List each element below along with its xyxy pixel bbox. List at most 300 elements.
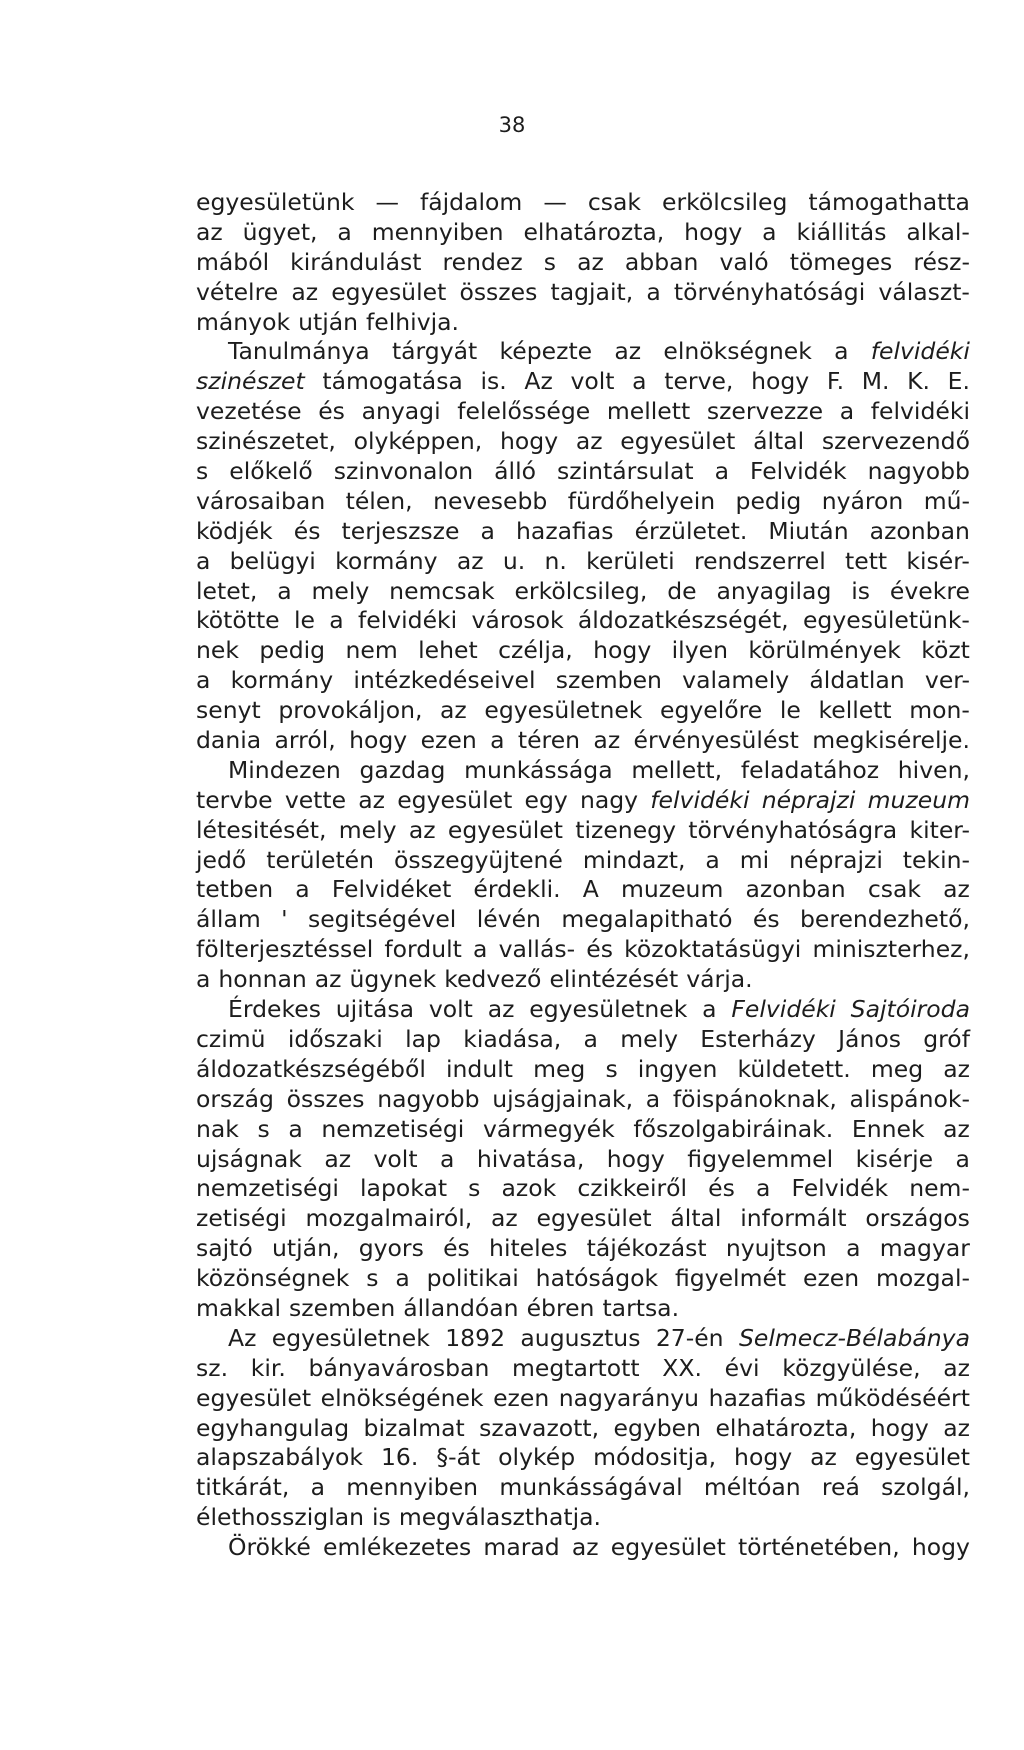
- word: a: [480, 516, 495, 545]
- word: s: [605, 1054, 618, 1083]
- word: olykép: [498, 1443, 576, 1472]
- word: Az: [228, 1323, 257, 1352]
- word: tetben: [196, 875, 274, 904]
- word: provokáljon,: [278, 696, 423, 725]
- word: közgyülése,: [782, 1353, 921, 1382]
- text-line: [196, 1264, 970, 1294]
- word: összegyüjtené: [393, 845, 563, 874]
- word: egy: [524, 785, 568, 814]
- word: törvényhatósági: [673, 277, 866, 306]
- word: vezetése: [196, 397, 302, 426]
- word: Ennek: [851, 1114, 925, 1143]
- word: a: [288, 1114, 303, 1143]
- word: mellett: [606, 397, 691, 426]
- word: s: [196, 457, 209, 486]
- word: miniszterhez,: [812, 935, 970, 964]
- word: az: [943, 1054, 970, 1083]
- word: hogy: [870, 1413, 929, 1442]
- word: kisér-: [906, 546, 970, 575]
- word: megalapitható: [561, 905, 733, 934]
- word: és: [318, 397, 345, 426]
- word: bányavárosban: [308, 1353, 490, 1382]
- word: összes: [286, 1084, 365, 1113]
- text-line: [196, 1174, 970, 1204]
- word: nyáron: [821, 486, 904, 515]
- word: nagyobb: [867, 457, 970, 486]
- word: elhatározta,: [523, 217, 665, 246]
- word: a: [583, 1024, 598, 1053]
- word: a: [955, 1144, 970, 1173]
- word: szinészet: [196, 367, 305, 396]
- word: arról,: [274, 726, 336, 755]
- word: fordult: [384, 935, 462, 964]
- word: informált: [740, 1204, 847, 1233]
- word: téren: [517, 726, 581, 755]
- word: áldatlan: [809, 666, 905, 695]
- word: titkárát,: [196, 1473, 290, 1502]
- word: évekre: [889, 576, 970, 605]
- word: közt: [921, 636, 970, 665]
- page-number: 38: [498, 113, 526, 137]
- word: figyelemmel: [687, 1144, 834, 1173]
- word: által: [753, 427, 805, 456]
- word: czélja,: [498, 636, 573, 665]
- word: hatóságok: [535, 1264, 659, 1293]
- word: reá: [821, 1473, 860, 1502]
- word: az: [196, 217, 223, 246]
- word: s: [468, 1174, 481, 1203]
- word: anyagilag: [716, 576, 832, 605]
- word: felvidéki: [870, 337, 970, 366]
- word: elnökségének: [320, 1383, 484, 1412]
- word: ver-: [924, 666, 970, 695]
- word: kedvező: [444, 965, 542, 994]
- word: kisérje: [855, 1144, 934, 1173]
- word: állam: [196, 905, 261, 934]
- text-line: [196, 1443, 970, 1473]
- word: törvényhatóságra: [688, 815, 898, 844]
- word: időszaki: [287, 1024, 383, 1053]
- word: emlékezetes: [323, 1533, 472, 1562]
- word: nemzetiségi: [321, 1114, 465, 1143]
- word: zetiségi: [196, 1204, 287, 1233]
- word: által: [670, 1204, 722, 1233]
- word: közoktatásügyi: [624, 935, 802, 964]
- word: szervezendő: [821, 427, 970, 456]
- word: M.: [861, 367, 890, 396]
- text-line: [196, 1025, 970, 1055]
- word: hogy: [684, 217, 743, 246]
- word: a: [705, 845, 720, 874]
- word: hazafias: [516, 516, 614, 545]
- word: a: [196, 965, 211, 994]
- word: erkölcsileg,: [514, 576, 648, 605]
- word: rendez: [442, 247, 523, 276]
- text-line: [196, 935, 970, 965]
- word: mű-: [923, 486, 970, 515]
- word: egyesületnek: [271, 1323, 430, 1352]
- word: támogatása: [322, 367, 463, 396]
- text-line: [196, 547, 970, 577]
- word: ködjék: [196, 516, 273, 545]
- text-line: [196, 846, 970, 876]
- word: a: [277, 576, 292, 605]
- word: az: [408, 815, 436, 844]
- word: azok: [501, 1174, 557, 1203]
- word: az: [575, 427, 603, 456]
- word: czimü: [196, 1024, 266, 1053]
- word: az: [943, 1413, 970, 1442]
- word: szintársulat: [557, 457, 694, 486]
- word: nek: [196, 636, 239, 665]
- text-line: [196, 726, 970, 756]
- word: érvényesülést: [633, 726, 799, 755]
- word: nak: [196, 1114, 239, 1143]
- text-line: [196, 1145, 970, 1175]
- word: tekin-: [902, 845, 970, 874]
- word: hogy: [751, 367, 810, 396]
- word: utján: [298, 307, 359, 336]
- word: mi: [739, 845, 770, 874]
- word: egyesületnek: [529, 995, 688, 1024]
- text-line: [196, 756, 970, 786]
- word: nem-: [909, 1174, 970, 1203]
- word: a: [645, 1084, 661, 1113]
- word: körülmények: [748, 636, 901, 665]
- word: néprajzi: [789, 845, 883, 874]
- word: honnan: [218, 965, 307, 994]
- word: működéséért: [815, 1383, 970, 1412]
- word: az: [324, 1144, 352, 1173]
- word: módositja,: [593, 1443, 717, 1472]
- word: és: [586, 935, 613, 964]
- text-line: [196, 577, 970, 607]
- word: állandóan: [403, 1293, 519, 1322]
- text-line: [196, 1533, 970, 1563]
- word: alispánok-: [849, 1084, 970, 1113]
- word: anyagi: [361, 397, 441, 426]
- word: szavazott,: [479, 1413, 600, 1442]
- word: ujitása: [335, 995, 414, 1024]
- word: egyesület: [331, 277, 447, 306]
- word: czikkeiről: [577, 1174, 688, 1203]
- word: mennyiben: [371, 217, 504, 246]
- word: nem: [345, 636, 398, 665]
- text-line: [196, 816, 970, 846]
- word: ': [281, 905, 288, 934]
- word: lehet: [418, 636, 478, 665]
- word: szemben: [289, 1293, 396, 1322]
- word: hogy: [606, 1144, 665, 1173]
- text-line: [196, 1503, 970, 1533]
- word: szinvonalon: [333, 457, 474, 486]
- word: volt: [570, 367, 615, 396]
- text-line: [196, 397, 970, 427]
- word: nyujtson: [725, 1234, 827, 1263]
- text-line: [196, 188, 970, 218]
- word: Felvidéki: [731, 995, 836, 1024]
- word: indult: [445, 1054, 513, 1083]
- word: mindazt,: [582, 845, 686, 874]
- word: bizalmat: [363, 1413, 465, 1442]
- word: vételre: [196, 277, 279, 306]
- word: elintézését: [549, 965, 679, 994]
- word: Esterházy: [700, 1024, 816, 1053]
- word: lap: [405, 1024, 441, 1053]
- word: az: [358, 785, 386, 814]
- word: Felvidéket: [331, 875, 452, 904]
- word: az: [291, 277, 319, 306]
- word: gazdag: [359, 755, 446, 784]
- word: tömeges: [789, 247, 893, 276]
- text-line: [196, 786, 970, 816]
- word: egyesület: [854, 1443, 970, 1472]
- word: terjeszsze: [341, 516, 460, 545]
- word: Érdekes: [228, 995, 321, 1024]
- text-line: [196, 1234, 970, 1264]
- word: a: [702, 995, 717, 1024]
- word: főszolgabiráinak.: [633, 1114, 834, 1143]
- word: érdekli.: [473, 875, 561, 904]
- word: szinészetet,: [196, 427, 336, 456]
- word: mon-: [909, 696, 970, 725]
- word: alapszabályok: [196, 1443, 363, 1472]
- word: megtartott: [512, 1353, 640, 1382]
- word: gróf: [923, 1024, 970, 1053]
- word: évi: [724, 1353, 760, 1382]
- word: a: [834, 337, 849, 366]
- text-line: [196, 337, 970, 367]
- word: várja.: [686, 965, 753, 994]
- word: intézkedéseivel: [353, 666, 536, 695]
- text-line: [196, 1414, 970, 1444]
- word: lévén: [476, 905, 541, 934]
- word: kir.: [250, 1353, 286, 1382]
- word: pedig: [259, 636, 326, 665]
- word: fölterjesztéssel: [196, 935, 374, 964]
- word: az: [943, 1353, 970, 1382]
- word: képezte: [499, 337, 593, 366]
- word: szolgál,: [881, 1473, 970, 1502]
- word: megkisérelje.: [812, 726, 970, 755]
- word: feladatához: [740, 755, 880, 784]
- word: tagjait,: [550, 277, 634, 306]
- word: előkelő: [229, 457, 313, 486]
- word: mellett,: [631, 755, 723, 784]
- text-line: [196, 1115, 970, 1145]
- word: az: [810, 1443, 837, 1472]
- word: a: [714, 457, 729, 486]
- word: politikai: [426, 1264, 519, 1293]
- word: muzeum: [867, 785, 970, 814]
- word: meg: [870, 1054, 924, 1083]
- word: néprajzi: [761, 785, 856, 814]
- word: az: [593, 726, 621, 755]
- word: vármegyék: [482, 1114, 615, 1143]
- word: a: [310, 1473, 325, 1502]
- word: hogy: [593, 636, 652, 665]
- word: Miután: [768, 516, 849, 545]
- word: Sajtóiroda: [850, 995, 970, 1024]
- word: kiter-: [909, 815, 970, 844]
- word: is: [851, 576, 871, 605]
- word: és: [443, 1234, 470, 1263]
- word: hogy: [349, 726, 408, 755]
- word: tárgyát: [391, 337, 478, 366]
- word: felvidéki: [357, 606, 458, 635]
- word: a: [337, 217, 352, 246]
- word: támogathatta: [808, 188, 970, 216]
- word: sz.: [196, 1353, 229, 1382]
- text-line: [196, 308, 970, 338]
- word: mozgalmairól,: [305, 1204, 473, 1233]
- word: egyesület: [610, 1533, 726, 1562]
- word: mából: [196, 247, 270, 276]
- word: tartsa.: [602, 1293, 680, 1322]
- word: az: [487, 995, 515, 1024]
- word: nevesebb: [433, 486, 548, 515]
- word: a: [490, 726, 505, 755]
- word: XX.: [662, 1353, 702, 1382]
- word: A: [582, 875, 599, 904]
- word: jedő: [196, 845, 247, 874]
- word: csak: [867, 875, 922, 904]
- word: kerületi: [586, 546, 675, 575]
- word: az: [571, 1533, 599, 1562]
- text-line: [196, 218, 970, 248]
- word: egyelőre: [660, 696, 763, 725]
- word: s: [366, 1264, 379, 1293]
- word: egyesületnek: [484, 696, 643, 725]
- word: tizenegy: [575, 815, 676, 844]
- word: hogy: [734, 1443, 793, 1472]
- word: a: [839, 397, 855, 426]
- word: abban: [624, 247, 699, 276]
- word: segitségével: [307, 905, 457, 934]
- text-line: [196, 1384, 970, 1414]
- word: hazafias: [708, 1383, 807, 1412]
- word: szervezze: [706, 397, 824, 426]
- word: egyesület: [397, 785, 513, 814]
- word: valamely: [682, 666, 790, 695]
- word: télen,: [345, 486, 413, 515]
- word: pedig: [735, 486, 802, 515]
- word: megválaszthatja.: [398, 1503, 602, 1532]
- word: hiven,: [897, 755, 970, 784]
- word: marad: [483, 1533, 560, 1562]
- word: kiadása,: [463, 1024, 562, 1053]
- word: Felvidék: [791, 1174, 889, 1203]
- word: a: [473, 935, 488, 964]
- word: —: [375, 188, 399, 216]
- text-line: [196, 1324, 970, 1354]
- word: n.: [544, 546, 567, 575]
- word: belügyi: [229, 546, 316, 575]
- word: vette: [284, 785, 347, 814]
- word: a: [846, 1234, 861, 1263]
- word: a: [439, 1144, 455, 1173]
- word: augusztus: [520, 1323, 641, 1352]
- word: álló: [494, 457, 536, 486]
- word: §-át: [436, 1443, 481, 1472]
- text-line: [196, 427, 970, 457]
- word: Felvidék: [749, 457, 847, 486]
- word: hogy: [500, 427, 559, 456]
- word: nemzetiségi: [196, 1174, 339, 1203]
- word: olyképpen,: [353, 427, 483, 456]
- word: 16.: [380, 1443, 419, 1472]
- text-line: [196, 636, 970, 666]
- word: 27-én: [655, 1323, 724, 1352]
- word: tájékozást: [586, 1234, 707, 1263]
- word: küldetett.: [737, 1054, 851, 1083]
- word: hivatása,: [476, 1144, 585, 1173]
- word: a: [329, 606, 344, 635]
- word: muzeum: [620, 875, 724, 904]
- word: kötötte: [196, 606, 280, 635]
- word: 1892: [445, 1323, 506, 1352]
- word: ezen: [493, 1383, 550, 1412]
- word: szemben: [555, 666, 662, 695]
- word: hiteles: [489, 1234, 568, 1263]
- word: az: [943, 875, 970, 904]
- word: F.: [826, 367, 845, 396]
- word: munkásságával: [499, 1473, 683, 1502]
- word: János: [838, 1024, 901, 1053]
- word: dania: [196, 726, 262, 755]
- word: mányok: [196, 307, 291, 336]
- word: és: [708, 1174, 735, 1203]
- word: letet,: [196, 576, 258, 605]
- word: —: [543, 188, 567, 216]
- text-line: [196, 995, 970, 1025]
- word: kormány: [335, 546, 438, 575]
- text-line: [196, 606, 970, 636]
- word: összes: [459, 277, 538, 306]
- word: K.: [907, 367, 930, 396]
- word: egyesület: [620, 427, 736, 456]
- text-line: [196, 517, 970, 547]
- word: s: [257, 1114, 270, 1143]
- word: le: [779, 696, 801, 725]
- word: kormány: [230, 666, 334, 695]
- word: az: [943, 1114, 970, 1143]
- word: országos: [865, 1204, 970, 1233]
- word: rendszerrel: [693, 546, 826, 575]
- word: Mindezen: [228, 755, 341, 784]
- word: egyhangulag: [196, 1413, 350, 1442]
- word: az: [314, 965, 342, 994]
- word: létesitését,: [196, 815, 327, 844]
- word: egyesület: [536, 1204, 652, 1233]
- word: felvidéki: [650, 785, 750, 814]
- word: mozgal-: [876, 1264, 970, 1293]
- word: ujságjainak,: [492, 1084, 634, 1113]
- word: az: [614, 337, 642, 366]
- word: nagyobb: [377, 1084, 480, 1113]
- word: is: [372, 1503, 391, 1532]
- word: volt: [373, 1144, 418, 1173]
- word: kiállitás: [796, 217, 887, 246]
- word: felvidéki: [870, 397, 970, 426]
- word: mely: [620, 1024, 678, 1053]
- word: elhatározta,: [715, 1413, 857, 1442]
- text-line: [196, 1085, 970, 1115]
- text-line: [196, 1294, 970, 1324]
- word: az: [440, 696, 467, 725]
- word: áldozatkészségéből: [196, 1054, 426, 1083]
- word: u.: [502, 546, 526, 575]
